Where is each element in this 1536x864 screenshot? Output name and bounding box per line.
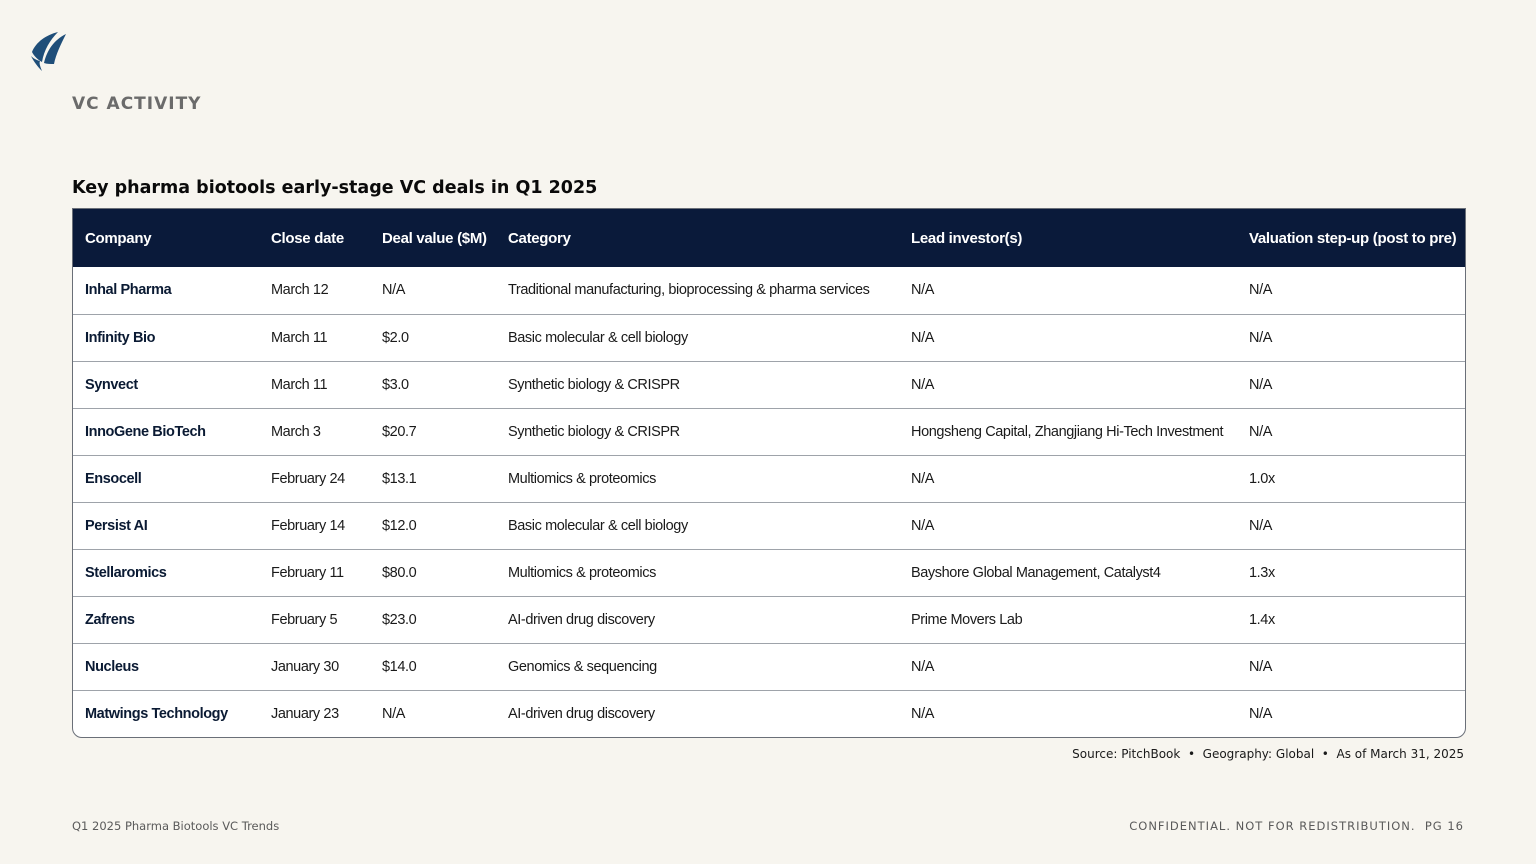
lead-investor-cell: Hongsheng Capital, Zhangjiang Hi-Tech Investment xyxy=(899,408,1237,455)
table-row xyxy=(73,596,1465,643)
category-cell: Synthetic biology & CRISPR xyxy=(496,361,899,408)
company-cell: Persist AI xyxy=(73,502,259,549)
company-cell: Inhal Pharma xyxy=(85,282,172,299)
valuation-cell: N/A xyxy=(1249,282,1272,299)
table-header-row xyxy=(73,209,1465,267)
valuation-cell: N/A xyxy=(1237,314,1465,361)
close-date-cell: March 12 xyxy=(271,282,329,299)
deals-table xyxy=(73,209,1465,737)
close-date-cell: February 5 xyxy=(259,596,370,643)
category-cell: Synthetic biology & CRISPR xyxy=(496,408,899,455)
table-row xyxy=(73,314,1465,361)
company-cell: Matwings Technology xyxy=(73,690,259,737)
company-cell: Ensocell xyxy=(73,455,259,502)
lead-investor-cell: Bayshore Global Management, Catalyst4 xyxy=(899,549,1237,596)
deal-value-cell: N/A xyxy=(382,282,405,299)
column-header-category: Category xyxy=(508,229,571,247)
valuation-cell: 1.0x xyxy=(1237,455,1465,502)
valuation-cell: 1.4x xyxy=(1237,596,1465,643)
lead-investor-cell: N/A xyxy=(899,314,1237,361)
company-cell: Zafrens xyxy=(73,596,259,643)
column-header-deal-value: Deal value ($M) xyxy=(382,229,487,247)
close-date-cell: March 11 xyxy=(259,314,370,361)
lead-investor-cell: N/A xyxy=(911,282,934,299)
table-title: Key pharma biotools early-stage VC deals in Q1 2025 xyxy=(72,178,598,198)
deal-value-cell: $20.7 xyxy=(370,408,496,455)
source-note: Source: PitchBook • Geography: Global • As of March 31, 2025 xyxy=(1072,747,1464,761)
valuation-cell: N/A xyxy=(1237,643,1465,690)
category-cell: AI-driven drug discovery xyxy=(496,596,899,643)
close-date-cell: March 3 xyxy=(259,408,370,455)
table-row xyxy=(73,267,1465,314)
lead-investor-cell: N/A xyxy=(899,502,1237,549)
table-row xyxy=(73,361,1465,408)
sail-logo-icon xyxy=(28,30,68,72)
close-date-cell: March 11 xyxy=(259,361,370,408)
category-cell: Basic molecular & cell biology xyxy=(496,314,899,361)
category-cell: Basic molecular & cell biology xyxy=(496,502,899,549)
table-row xyxy=(73,408,1465,455)
deal-value-cell: $2.0 xyxy=(370,314,496,361)
close-date-cell: January 30 xyxy=(259,643,370,690)
category-cell: Traditional manufacturing, bioprocessing & pharma services xyxy=(508,282,870,299)
category-cell: Multiomics & proteomics xyxy=(496,549,899,596)
column-header-close-date: Close date xyxy=(271,229,344,247)
column-header-lead-investors: Lead investor(s) xyxy=(911,229,1023,247)
category-cell: AI-driven drug discovery xyxy=(496,690,899,737)
footer-confidential-page: CONFIDENTIAL. NOT FOR REDISTRIBUTION. PG 16 xyxy=(1129,819,1464,833)
valuation-cell: N/A xyxy=(1237,502,1465,549)
close-date-cell: February 24 xyxy=(259,455,370,502)
table-row xyxy=(73,455,1465,502)
footer-report-title: Q1 2025 Pharma Biotools VC Trends xyxy=(72,819,280,833)
deals-table-container xyxy=(72,208,1466,738)
lead-investor-cell: N/A xyxy=(899,455,1237,502)
deal-value-cell: $12.0 xyxy=(370,502,496,549)
lead-investor-cell: N/A xyxy=(899,643,1237,690)
lead-investor-cell: Prime Movers Lab xyxy=(899,596,1237,643)
close-date-cell: February 11 xyxy=(259,549,370,596)
table-row xyxy=(73,502,1465,549)
deal-value-cell: $23.0 xyxy=(370,596,496,643)
valuation-cell: N/A xyxy=(1237,361,1465,408)
close-date-cell: February 14 xyxy=(259,502,370,549)
deal-value-cell: $80.0 xyxy=(370,549,496,596)
category-cell: Genomics & sequencing xyxy=(496,643,899,690)
column-header-company: Company xyxy=(85,229,152,247)
company-cell: InnoGene BioTech xyxy=(73,408,259,455)
table-row xyxy=(73,643,1465,690)
table-row xyxy=(73,690,1465,737)
deal-value-cell: $13.1 xyxy=(370,455,496,502)
company-cell: Synvect xyxy=(73,361,259,408)
category-cell: Multiomics & proteomics xyxy=(496,455,899,502)
deal-value-cell: $3.0 xyxy=(370,361,496,408)
company-cell: Stellaromics xyxy=(73,549,259,596)
section-label: VC ACTIVITY xyxy=(72,94,202,114)
close-date-cell: January 23 xyxy=(259,690,370,737)
valuation-cell: N/A xyxy=(1237,408,1465,455)
lead-investor-cell: N/A xyxy=(899,361,1237,408)
deal-value-cell: N/A xyxy=(370,690,496,737)
column-header-valuation-step-up: Valuation step-up (post to pre) xyxy=(1249,229,1457,247)
valuation-cell: 1.3x xyxy=(1237,549,1465,596)
deal-value-cell: $14.0 xyxy=(370,643,496,690)
table-row xyxy=(73,549,1465,596)
company-cell: Nucleus xyxy=(73,643,259,690)
lead-investor-cell: N/A xyxy=(899,690,1237,737)
company-cell: Infinity Bio xyxy=(73,314,259,361)
valuation-cell: N/A xyxy=(1237,690,1465,737)
